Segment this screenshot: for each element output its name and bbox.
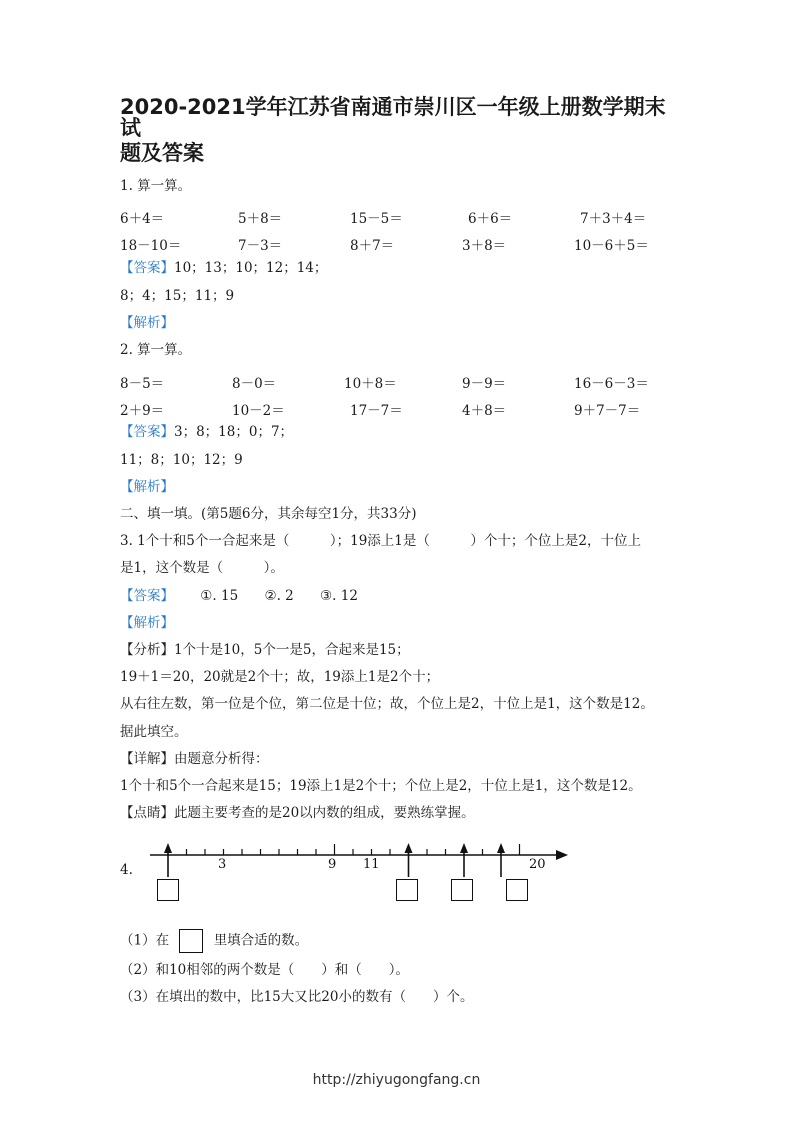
footer-url: http://zhiyugongfang.cn: [312, 1072, 481, 1088]
q2-expr: 8－5＝: [120, 376, 165, 392]
q1-answer: [120, 262, 327, 276]
q2-row2: [120, 399, 680, 419]
answer-box[interactable]: [451, 879, 473, 901]
pointer-arrowhead: [497, 843, 505, 853]
q3-text-line1: 3. 1个十和5个一合起来是（ ）；19添上1是（ ）个十；个位上是2，十位上: [120, 533, 641, 549]
q2-expr: 4＋8＝: [462, 403, 507, 419]
q4-sub2: （2）和10相邻的两个数是（ ）和（ ）。: [120, 962, 410, 978]
pointer-arrowhead: [460, 843, 468, 853]
q3-xiangjie: [120, 753, 269, 767]
q2-answer-line2: 11；8；10；12；9: [120, 452, 243, 468]
q4-number: 4.: [120, 862, 133, 878]
q1-row2: [120, 234, 680, 254]
tick-label: 11: [363, 857, 380, 872]
q1-expr: 7－3＝: [238, 238, 283, 254]
page-title-line2: 题及答案: [120, 141, 204, 165]
q3-text-line2: 是1，这个数是（ ）。: [120, 560, 284, 576]
q3-xiangjie-line2: 1个十和5个一合起来是15；19添上1是2个十；个位上是2，十位上是1，这个数是12。: [120, 778, 642, 794]
q1-answer-text: 10；13；10；12；14；: [174, 260, 328, 276]
axis-arrowhead: [556, 850, 568, 860]
answer-tag: 【答案】: [120, 260, 174, 276]
section-heading: 二、填一填。(第5题6分，其余每空1分，共33分): [120, 506, 417, 522]
answer-box[interactable]: [157, 879, 179, 901]
dianjing-text: 此题主要考查的是20以内数的组成，要熟练掌握。: [174, 805, 475, 821]
pointer-arrowhead: [164, 843, 172, 853]
tick-label: 3: [218, 857, 227, 872]
q3-answer-3: ③. 12: [320, 588, 358, 604]
q4-sub3: （3）在填出的数中，比15大又比20小的数有（ ）个。: [120, 989, 474, 1005]
q2-expr: 9＋7－7＝: [574, 403, 641, 419]
fenxi-text: 1个十是10，5个一是5，合起来是15；: [174, 642, 410, 658]
tick-label: 20: [529, 857, 546, 872]
q2-analysis-tag: 【解析】: [120, 479, 174, 495]
answer-box[interactable]: [506, 879, 528, 901]
q2-expr: 9－9＝: [462, 376, 507, 392]
xiangjie-tag: 【详解】: [120, 751, 174, 767]
xiangjie-text: 由题意分析得：: [174, 751, 269, 767]
q1-answer-line2: 8；4；15；11；9: [120, 288, 235, 304]
q2-row1: [120, 372, 680, 392]
q1-expr: 6＋4＝: [120, 211, 165, 227]
answer-tag: 【答案】: [120, 424, 174, 440]
q3-answer: [120, 590, 358, 604]
pointer-arrowhead: [405, 843, 413, 853]
q3-fenxi-line4: 据此填空。: [120, 724, 188, 740]
fenxi-tag: 【分析】: [120, 642, 174, 658]
q3-dianjing: [120, 807, 475, 821]
ticks: [168, 844, 520, 855]
q1-analysis-tag: 【解析】: [120, 315, 174, 331]
q1-expr: 8＋7＝: [350, 238, 395, 254]
q2-answer: [120, 426, 293, 440]
q4-sub1-after: 里填合适的数。: [213, 932, 309, 949]
answer-box[interactable]: [396, 879, 418, 901]
q2-expr: 10＋8＝: [344, 376, 397, 392]
sample-box: [179, 929, 203, 953]
q2-heading: 2. 算一算。: [120, 342, 192, 358]
q3-fenxi-line2: 19＋1＝20，20就是2个十；故，19添上1是2个十；: [120, 669, 440, 685]
q4-sub1: [120, 929, 308, 953]
number-line-figure: [0, 835, 793, 1045]
q1-heading: 1. 算一算。: [120, 178, 192, 194]
q3-analysis-tag: 【解析】: [120, 615, 174, 631]
answer-tag: 【答案】: [120, 588, 174, 604]
q3-answer-2: ②. 2: [264, 588, 294, 604]
q1-expr: 3＋8＝: [462, 238, 507, 254]
q2-expr: 2＋9＝: [120, 403, 165, 419]
q3-answer-1: ①. 15: [200, 588, 239, 604]
q1-expr: 10－6＋5＝: [574, 238, 649, 254]
page-title-line1: 2020-2021学年江苏省南通市崇川区一年级上册数学期末试: [120, 95, 666, 140]
q1-expr: 5＋8＝: [238, 211, 283, 227]
q2-expr: 10－2＝: [232, 403, 285, 419]
q1-expr: 15－5＝: [350, 211, 403, 227]
q1-row1: [120, 207, 680, 227]
q1-expr: 6＋6＝: [468, 211, 513, 227]
q2-answer-text: 3；8；18；0；7；: [174, 424, 294, 440]
q1-expr: 7＋3＋4＝: [580, 211, 647, 227]
q2-expr: 16－6－3＝: [574, 376, 649, 392]
q1-expr: 18－10＝: [120, 238, 182, 254]
q4-sub1-before: （1）在: [120, 932, 170, 949]
q3-fenxi-line3: 从右往左数，第一位是个位，第二位是十位；故，个位上是2，十位上是1，这个数是12。: [120, 696, 654, 712]
dianjing-tag: 【点睛】: [120, 805, 174, 821]
tick-label: 9: [328, 857, 337, 872]
q2-expr: 8－0＝: [232, 376, 277, 392]
q2-expr: 17－7＝: [350, 403, 403, 419]
q3-fenxi: [120, 644, 410, 658]
